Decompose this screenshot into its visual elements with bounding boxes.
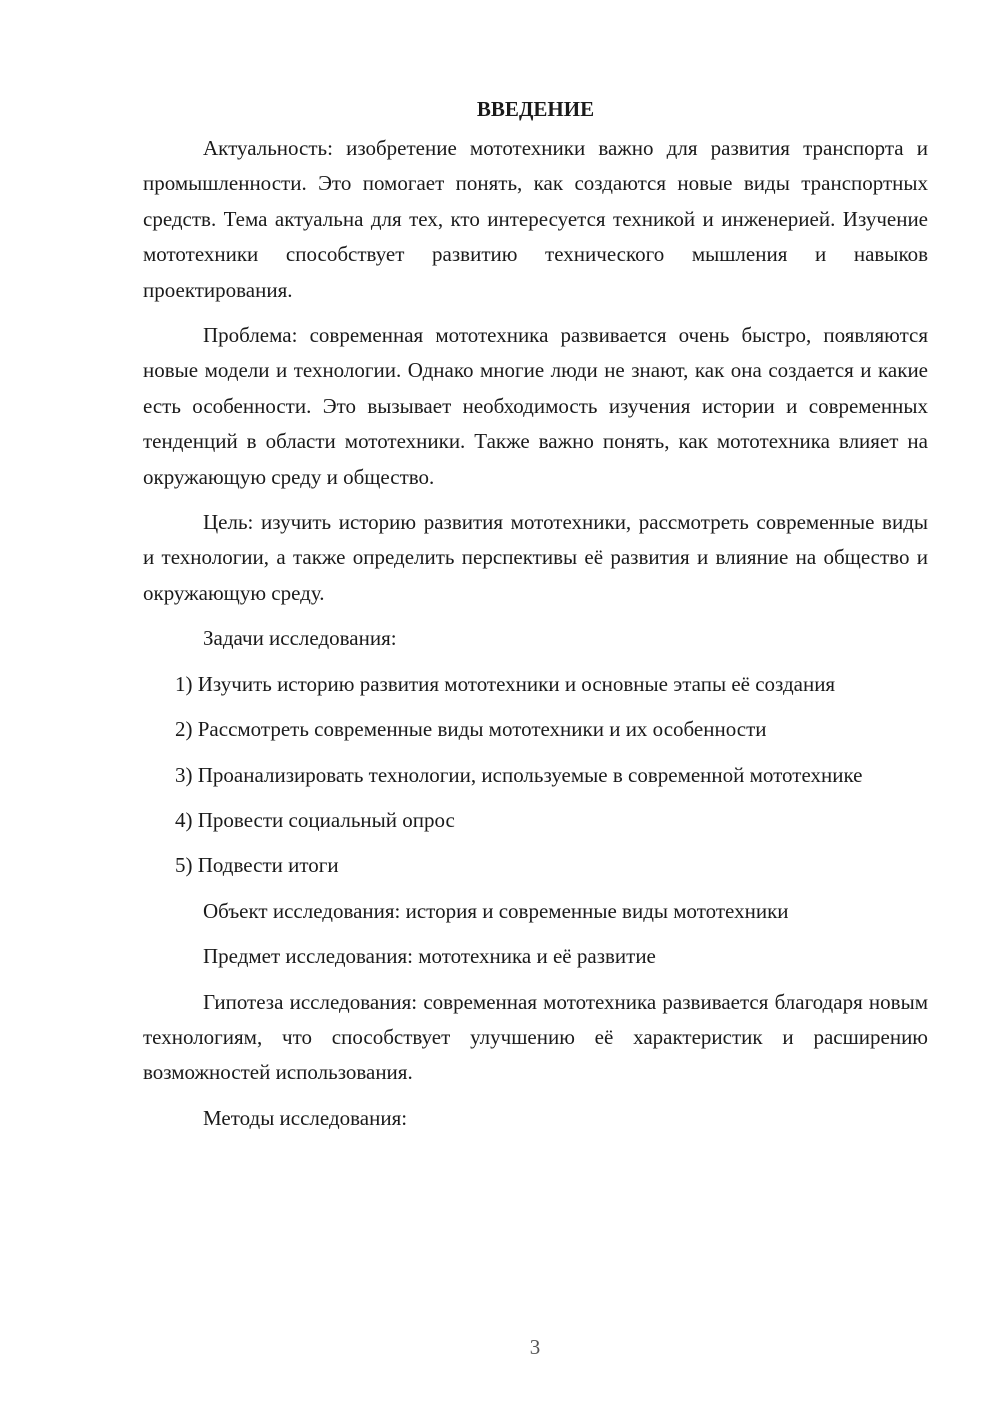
task-item-2: 2) Рассмотреть современные виды мототехники и их особенности: [175, 717, 767, 742]
document-page: [143, 92, 928, 1146]
task-item-5: 5) Подвести итоги: [175, 853, 339, 878]
paragraph-problem: Проблема: современная мототехника развивается очень быстро, появляются новые модели и технологии. Однако многие люди не знают, как она создается и какие есть особенности. Это вызывает необходимость изучения истории и современных тенденций в области мототехники. Также важно понять, как мототехника влияет на окружающую среду и общество.: [143, 323, 928, 489]
task-item-1: 1) Изучить историю развития мототехники и основные этапы её создания: [175, 671, 836, 696]
page-number: 3: [529, 1335, 541, 1359]
paragraph-tasks-heading: Задачи исследования:: [203, 626, 397, 651]
paragraph-goal: Цель: изучить историю развития мототехники, рассмотреть современные виды и технологии, а также определить перспективы её развития и влияние на общество и окружающую среду.: [143, 510, 928, 605]
paragraph-relevance: Актуальность: изобретение мототехники важно для развития транспорта и промышленности. Это помогает понять, как создаются новые виды транспортных средств. Тема актуальна для тех, кто интересуется техникой и инженерией. Изучение мототехники способствует развитию технического мышления и навыков проектирования.: [143, 136, 928, 302]
paragraph-methods: Методы исследования:: [203, 1105, 408, 1130]
task-item-4: 4) Провести социальный опрос: [175, 807, 455, 832]
paragraph-object: Объект исследования: история и современные виды мототехники: [203, 898, 789, 923]
paragraph-subject: Предмет исследования: мототехника и её развитие: [203, 944, 656, 969]
task-item-3: 3) Проанализировать технологии, используемые в современной мототехнике: [175, 762, 863, 787]
paragraph-hypothesis: Гипотеза исследования: современная мототехника развивается благодаря новым технологиям, что способствует улучшению её характеристик и расширению возможностей использования.: [143, 989, 928, 1085]
section-title: ВВЕДЕНИЕ: [476, 97, 595, 121]
